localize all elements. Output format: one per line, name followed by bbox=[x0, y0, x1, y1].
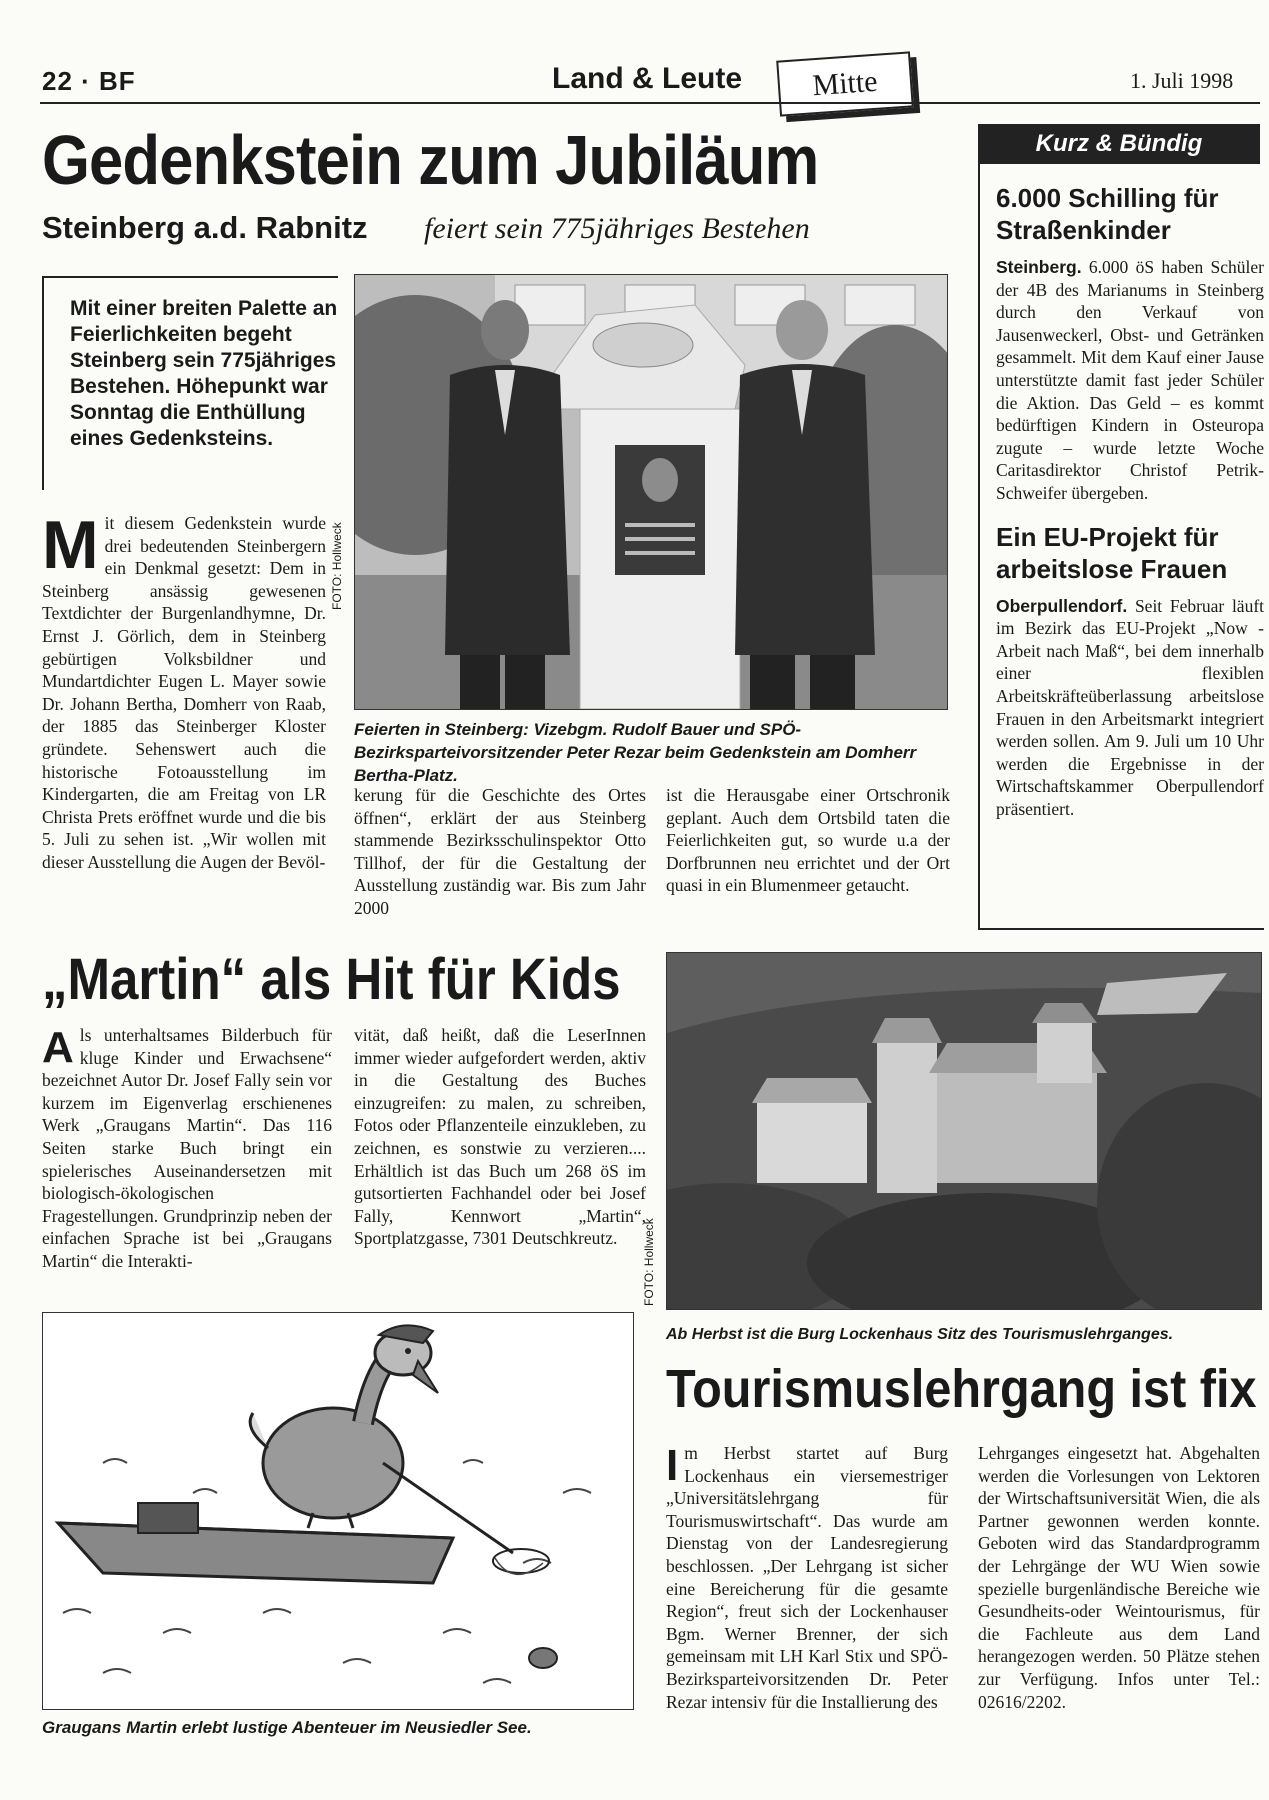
sidebar-text-2 bbox=[996, 595, 1264, 821]
dateline: Oberpullendorf. bbox=[996, 595, 1128, 616]
lead-box: Mit einer breiten Palette an Feierlichkeiten begeht Steinberg sein 775jähriges Bestehen. Höhepunkt war Sonntag die Enthüllung eines Gedenksteins. bbox=[42, 276, 338, 490]
dropcap: M bbox=[42, 507, 99, 583]
article1-column-1 bbox=[42, 507, 326, 874]
sidebar-body-2: Seit Februar läuft im Bezirk das EU-Projekt „Now - Arbeit nach Maß“, bei dem innerhalb einer flexiblen Arbeitskräfteüberlassung arbeitslose Frauen in den Arbeitsmarkt integriert werden sollen. Am 9. Juli um 10 Uhr werden die Ergebnisse in der Wirtschaftskammer Oberpullendorf präsentiert. bbox=[996, 595, 1265, 819]
photo-caption: Feierten in Steinberg: Vizebgm. Rudolf Bauer und SPÖ-Bezirksparteivorsitzender Peter Rezar beim Gedenkstein am Domherr Bertha-Platz. bbox=[354, 720, 917, 785]
sidebar-title: Kurz & Bündig bbox=[978, 124, 1260, 164]
header-rule bbox=[40, 102, 1260, 104]
article3-text-1: m Herbst startet auf Burg Lockenhaus ein viersemestriger „Universitätslehrgang für Tourismuswirtschaft“. Das wurde am Dienstag von der Landesregierung beschlossen. „Der Lehrgang ist sicher eine Bereicherung für die gesamte Region“, freut sich der Lockenhauser Bgm. Werner Brenner, der sich gemeinsam mit LH Karl Stix und SPÖ-Bezirksparteivorsitzenden Dr. Peter Rezar intensiv für die Installierung des bbox=[666, 1443, 948, 1712]
article1-text-1: it diesem Gedenkstein wurde drei bedeutenden Steinbergern ein Denkmal gesetzt: Dem in Steinberg ansässig gewesenen Textdichter der Burgenlandhymne, Dr. Ernst J. Görlich, dem in Steinberg gebürtigen Volksbildner und Mundartdichter Eugen L. Mayer sowie Dr. Johann Bertha, Domherr von Raab, der 1885 das Steinberger Kloster gründete. Sehenswert auch die historische Fotoausstellung im Kindergarten, die am Freitag von LR Christa Prets eröffnet wurde und die bis 5. Juli zu sehen ist. „Wir wollen mit dieser Ausstellung die Augen der Bevöl- bbox=[42, 513, 326, 872]
castle-photo bbox=[666, 952, 1262, 1310]
headline-tourismus: Tourismuslehrgang ist fix bbox=[666, 1359, 1257, 1419]
article1-column-3: ist die Herausgabe einer Ortschronik geplant. Auch dem Ortsbild taten die Feierlichkeiten gut, so wurde u.a der Dorfbrunnen neu errichtet und der Ort quasi in ein Blumenmeer getaucht. bbox=[666, 785, 950, 896]
article3-column-1 bbox=[666, 1442, 948, 1713]
subhead-text: feiert sein 775jähriges Bestehen bbox=[424, 212, 810, 245]
sidebar-text-1 bbox=[996, 256, 1264, 505]
dropcap: A bbox=[42, 1023, 74, 1072]
article3-column-2: Lehrganges eingesetzt hat. Abgehalten werden die Vorlesungen von Lektoren der Wirtschaftsuniversität Wien, die als Partner gewonnen werden konnte. Geboten wird das Standardprogramm der Lehrgänge der WU Wien sowie spezielle burgenländische Bereiche wie Gesundheits-oder Weintourismus, für die Fachleute aus dem Land herangezogen werden. 50 Plätze stehen zur Verfügung. Infos unter Tel.: 02616/2202. bbox=[978, 1443, 1260, 1712]
castle-caption: Ab Herbst ist die Burg Lockenhaus Sitz des Tourismuslehrganges. bbox=[666, 1326, 1174, 1343]
page-number: 22 · BF bbox=[42, 66, 136, 96]
memorial-photo bbox=[354, 274, 948, 710]
sidebar-body-1: 6.000 öS haben Schüler der 4B des Marianums in Steinberg durch den Verkauf von Jausenweckerl, Obst- und Getränken gesammelt. Mit dem Kauf einer Jause unterstützte damit fast jeder Schüler die Aktion. Das Geld – es kommt bedürftigen Kindern in Osteuropa zugute – wurde letzte Woche Caritasdirektor Christof Petrik-Schweifer übergeben. bbox=[996, 257, 1264, 503]
section-title: Land & Leute bbox=[552, 62, 743, 95]
article2-text-1: ls unterhaltsames Bilderbuch für kluge Kinder und Erwachsene“ bezeichnet Autor Dr. Josef Fally sein vor kurzem im Eigenverlag erschienenes Werk „Graugans Martin“. Das 116 Seiten starke Buch bringt ein spielerisches Auseinandersetzen mit biologisch-ökologischen Fragestellungen. Grundprinzip neben der einfachen Sprache ist bei „Graugans Martin“ die Interakti- bbox=[42, 1025, 332, 1271]
article1-column-2: kerung für die Geschichte des Ortes öffnen“, erklärt der aus Steinberg stammende Bezirksschulinspektor Otto Tillhof, der für die Gestaltung der Ausstellung zuständig war. Bis zum Jahr 2000 bbox=[354, 785, 646, 918]
subhead-location: Steinberg a.d. Rabnitz bbox=[42, 210, 368, 245]
sidebar-headline-1: 6.000 Schilling für Straßenkinder bbox=[996, 183, 1219, 245]
article2-column-2: vität, daß heißt, daß die LeserInnen immer wieder aufgefordert werden, aktiv in die Gestaltung des Buches einzugreifen: zu malen, zu schreiben, Fotos oder Pflanzenteile einzukleben, zu zeichnen, es sonstwie zu verzieren.... Erhältlich ist das Buch um 268 öS im gutsortierten Fachhandel oder bei Josef Fally, Kennwort „Martin“, Sportplatzgasse, 7301 Deutschkreutz. bbox=[354, 1025, 646, 1249]
headline-martin: „Martin“ als Hit für Kids bbox=[42, 947, 621, 1012]
article2-column-1 bbox=[42, 1024, 332, 1273]
dropcap: I bbox=[666, 1441, 679, 1490]
photo-credit: FOTO: Hollweck bbox=[330, 522, 344, 610]
region-tag: Mitte bbox=[776, 51, 914, 116]
dateline: Steinberg. bbox=[996, 257, 1082, 277]
photo-credit: FOTO: Hollweck bbox=[642, 1218, 656, 1306]
goose-cartoon bbox=[42, 1312, 634, 1710]
sidebar-headline-2: Ein EU-Projekt für arbeitslose Frauen bbox=[996, 521, 1228, 584]
headline-gedenkstein: Gedenkstein zum Jubiläum bbox=[42, 121, 819, 199]
sidebar-kurz-buendig bbox=[978, 164, 1264, 930]
issue-date: 1. Juli 1998 bbox=[1130, 68, 1234, 93]
cartoon-caption: Graugans Martin erlebt lustige Abenteuer im Neusiedler See. bbox=[42, 1718, 532, 1737]
